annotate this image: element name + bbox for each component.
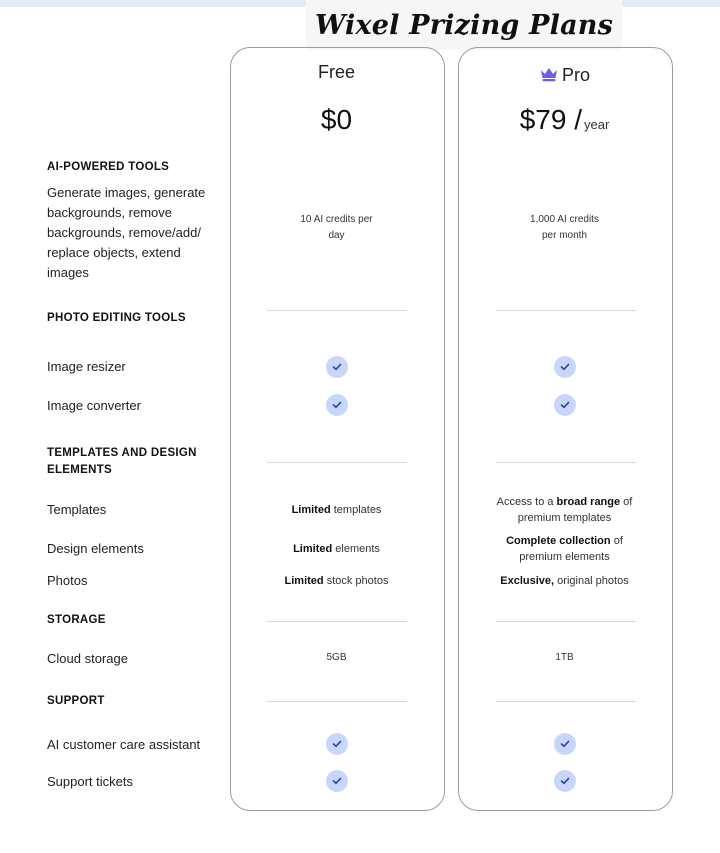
plan-price-pro-wrap [458, 104, 671, 136]
check-icon [554, 394, 576, 416]
section-label-storage: STORAGE [47, 614, 106, 626]
cell-ai-free: 10 AI credits per day [300, 214, 373, 241]
plan-price-pro-unit: year [583, 117, 610, 132]
row-label-image-resizer: Image resizer [47, 359, 126, 374]
plan-name-free: Free [317, 62, 355, 82]
plan-price-free: $0 [320, 104, 353, 135]
divider [496, 621, 636, 622]
row-label-cloud-storage: Cloud storage [47, 651, 128, 666]
check-icon [326, 356, 348, 378]
page-title-box [306, 0, 622, 50]
crown-icon [539, 66, 559, 87]
divider [267, 621, 407, 622]
row-label-design-elements: Design elements [47, 541, 144, 556]
cell-design-elements-pro: Complete collection of premium elements [506, 535, 623, 563]
cell-templates-pro: Access to a broad range of premium templates [496, 496, 633, 524]
row-label-photos: Photos [47, 573, 88, 588]
check-icon [554, 356, 576, 378]
plan-name-pro: Pro [561, 65, 590, 85]
cell-storage-pro: 1TB [555, 652, 574, 663]
cell-photos-free: Limited stock photos [284, 575, 389, 587]
section-label-ai: AI-POWERED TOOLS [47, 161, 170, 173]
divider [267, 310, 407, 311]
cell-photos-pro: Exclusive, original photos [500, 575, 629, 587]
row-label-support-tickets: Support tickets [47, 774, 133, 789]
check-icon [326, 733, 348, 755]
cell-templates-free: Limited templates [291, 504, 382, 516]
divider [496, 462, 636, 463]
divider [267, 701, 407, 702]
divider [267, 462, 407, 463]
row-label-image-converter: Image converter [47, 398, 141, 413]
plan-card-pro [458, 47, 673, 811]
page-title: Wixel Prizing Plans [314, 9, 613, 41]
cell-design-elements-free: Limited elements [293, 543, 380, 555]
section-label-templates: TEMPLATES AND DESIGN ELEMENTS [47, 447, 197, 476]
check-icon [326, 770, 348, 792]
row-label-templates: Templates [47, 502, 107, 517]
row-label-ai-care-assistant: AI customer care assistant [47, 737, 201, 752]
section-label-support: SUPPORT [47, 695, 105, 707]
check-icon [554, 770, 576, 792]
check-icon [326, 394, 348, 416]
row-label-ai-tools: Generate images, generate backgrounds, remove backgrounds, remove/add/ replace objects, extend images [47, 185, 206, 280]
check-icon [554, 733, 576, 755]
section-label-photo: PHOTO EDITING TOOLS [47, 312, 186, 324]
plan-name-pro-wrap [458, 65, 671, 87]
divider [496, 310, 636, 311]
plan-price-pro: $79 / [519, 104, 582, 135]
divider [496, 701, 636, 702]
cell-ai-pro: 1,000 AI credits per month [530, 214, 599, 241]
plan-card-free [230, 47, 445, 811]
cell-storage-free: 5GB [326, 652, 347, 663]
